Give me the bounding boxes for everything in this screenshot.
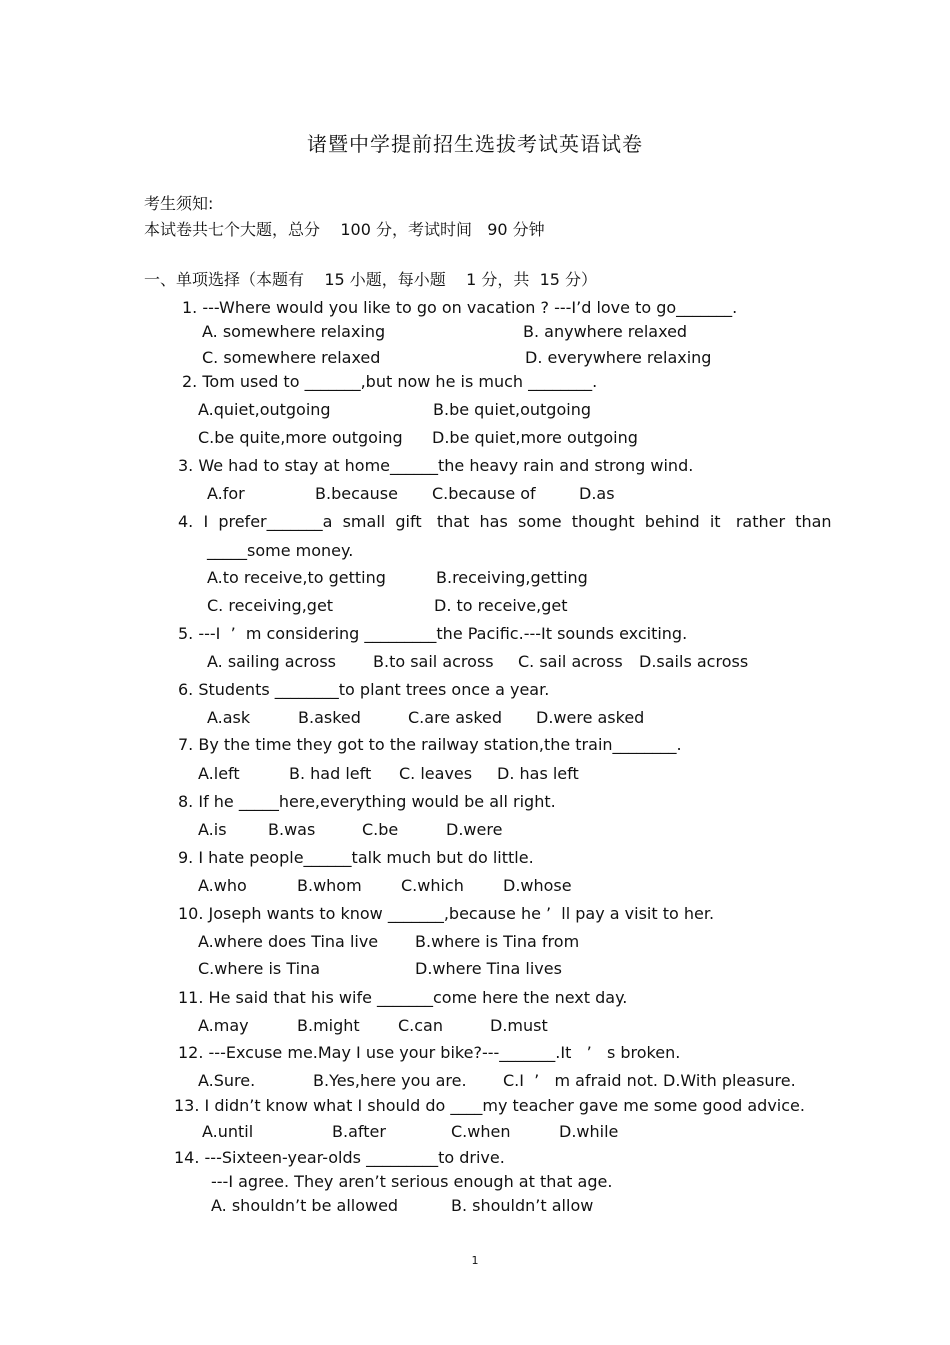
option: A. shouldn’t be allowed xyxy=(211,1196,399,1215)
option: C.where is Tina xyxy=(198,959,321,978)
question-stem: 9. I hate people______talk much but do little. xyxy=(178,848,534,867)
option: C.I ’ m afraid not. xyxy=(503,1071,658,1090)
option: D. has left xyxy=(497,764,579,783)
option: A.is xyxy=(198,820,227,839)
option: D. everywhere relaxing xyxy=(525,348,712,367)
option: A.until xyxy=(202,1122,254,1141)
option: B.Yes,here you are. xyxy=(313,1071,467,1090)
option: A.ask xyxy=(207,708,251,727)
option: A.Sure. xyxy=(198,1071,256,1090)
option: B.might xyxy=(297,1016,360,1035)
question-stem: 12. ---Excuse me.May I use your bike?---_______.It ’ s broken. xyxy=(178,1043,681,1062)
option: B.receiving,getting xyxy=(436,568,588,587)
question-stem: 3. We had to stay at home______the heavy rain and strong wind. xyxy=(178,456,694,475)
option: A.may xyxy=(198,1016,249,1035)
option: C.because of xyxy=(432,484,536,503)
question-stem: 11. He said that his wife _______come here the next day. xyxy=(178,988,628,1007)
question-stem: 13. I didn’t know what I should do ____my teacher gave me some good advice. xyxy=(174,1096,805,1115)
question-stem-cont: ---I agree. They aren’t serious enough at that age. xyxy=(211,1172,613,1191)
option: B.was xyxy=(268,820,316,839)
option: C.be quite,more outgoing xyxy=(198,428,403,447)
option: D.as xyxy=(579,484,615,503)
question-stem: 1. ---Where would you like to go on vacation ? ---I’d love to go_______. xyxy=(182,298,738,317)
option: C. sail across xyxy=(518,652,623,671)
option: B.asked xyxy=(298,708,361,727)
question-stem: 5. ---I ’ m considering _________the Pacific.---It sounds exciting. xyxy=(178,624,688,643)
option: A. sailing across xyxy=(207,652,336,671)
option: D.be quiet,more outgoing xyxy=(432,428,638,447)
question-stem: 4. I prefer_______a small gift that has some thought behind it rather than xyxy=(178,512,832,531)
option: B.after xyxy=(332,1122,386,1141)
option: D.With pleasure. xyxy=(663,1071,796,1090)
option: D.sails across xyxy=(639,652,749,671)
option: C.be xyxy=(362,820,399,839)
option: B. shouldn’t allow xyxy=(451,1196,594,1215)
page-title: 诸暨中学提前招生选拔考试英语试卷 xyxy=(307,132,643,156)
option: B.because xyxy=(315,484,398,503)
option: C.when xyxy=(451,1122,511,1141)
option: B.to sail across xyxy=(373,652,494,671)
option: C. leaves xyxy=(399,764,473,783)
option: D.were xyxy=(446,820,503,839)
option: A.quiet,outgoing xyxy=(198,400,331,419)
option: C. somewhere relaxed xyxy=(202,348,381,367)
option: A.to receive,to getting xyxy=(207,568,386,587)
option: A.where does Tina live xyxy=(198,932,379,951)
option: B.be quiet,outgoing xyxy=(433,400,591,419)
section-heading: 一、单项选择（本题有 15 小题，每小题 1 分，共 15 分） xyxy=(144,270,598,289)
option: A.left xyxy=(198,764,240,783)
option: A.for xyxy=(207,484,245,503)
question-stem: 7. By the time they got to the railway station,the train________. xyxy=(178,735,682,754)
option: A.who xyxy=(198,876,247,895)
option: C.are asked xyxy=(408,708,503,727)
option: B.where is Tina from xyxy=(415,932,580,951)
option: B.whom xyxy=(297,876,362,895)
option: D.whose xyxy=(503,876,572,895)
question-stem: 10. Joseph wants to know _______,because he ’ ll pay a visit to her. xyxy=(178,904,715,923)
page-number: 1 xyxy=(471,1254,479,1267)
option: C.which xyxy=(401,876,464,895)
question-stem: 14. ---Sixteen-year-olds _________to drive. xyxy=(174,1148,505,1167)
option: C. receiving,get xyxy=(207,596,334,615)
option: D.while xyxy=(559,1122,619,1141)
notice-label: 考生须知: xyxy=(144,194,214,213)
option: D.must xyxy=(490,1016,548,1035)
question-stem: 6. Students ________to plant trees once a year. xyxy=(178,680,550,699)
option: A. somewhere relaxing xyxy=(202,322,386,341)
option: D.were asked xyxy=(536,708,645,727)
option: D.where Tina lives xyxy=(415,959,562,978)
question-stem-cont: _____some money. xyxy=(207,541,354,560)
notice-text: 本试卷共七个大题，总分 100 分，考试时间 90 分钟 xyxy=(144,220,545,239)
option: C.can xyxy=(398,1016,443,1035)
question-stem: 8. If he _____here,everything would be all right. xyxy=(178,792,556,811)
option: D. to receive,get xyxy=(434,596,568,615)
option: B. anywhere relaxed xyxy=(523,322,688,341)
option: B. had left xyxy=(289,764,372,783)
question-stem: 2. Tom used to _______,but now he is much ________. xyxy=(182,372,598,391)
